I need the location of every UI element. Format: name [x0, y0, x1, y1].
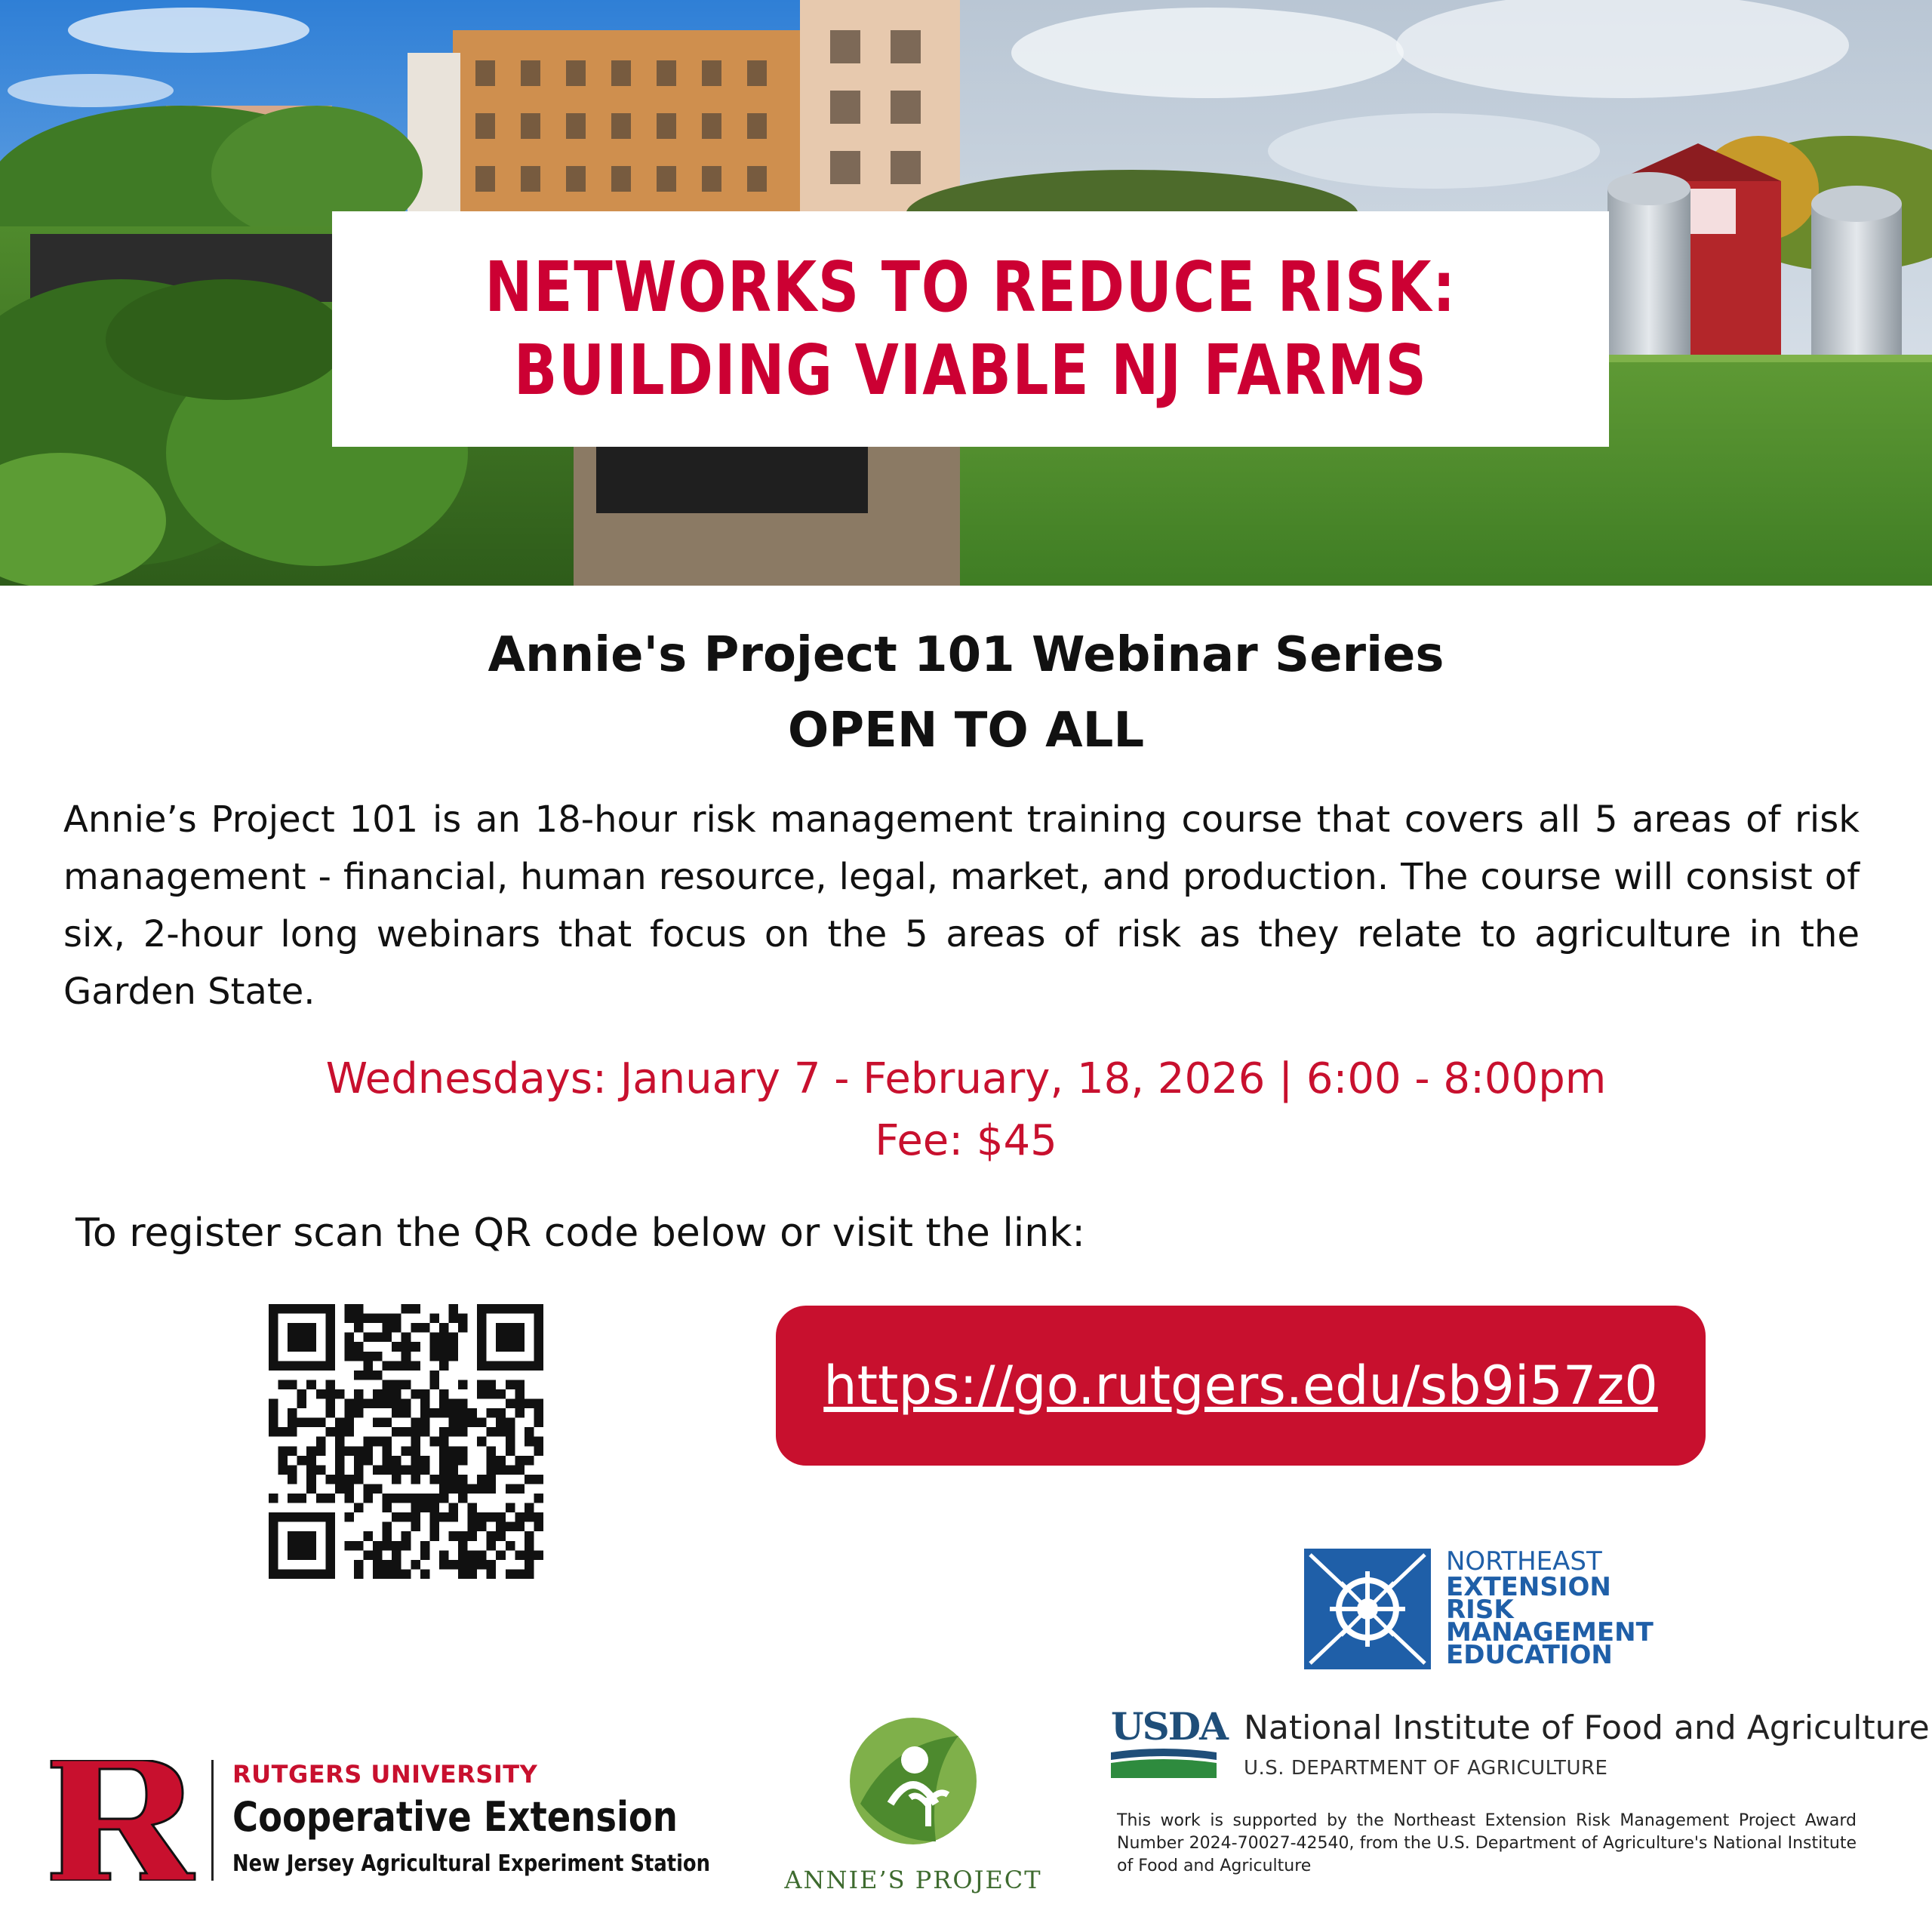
- usda-field-icon: [1111, 1748, 1217, 1778]
- registration-link-button[interactable]: [776, 1306, 1706, 1466]
- register-instructions: To register scan the QR code below or visit the link:: [75, 1211, 1085, 1256]
- hero-banner: [0, 0, 1932, 586]
- banner-title-line-2: BUILDING VIABLE NJ FARMS: [513, 330, 1428, 411]
- rutgers-r-icon: [47, 1760, 198, 1881]
- annies-project-wordmark: ANNIE’S PROJECT: [784, 1866, 1042, 1894]
- annies-sprout-icon: [845, 1713, 981, 1849]
- nerme-line-2: EXTENSION: [1446, 1572, 1611, 1602]
- nerme-line-4: MANAGEMENT: [1446, 1617, 1654, 1647]
- course-description: Annie’s Project 101 is an 18-hour risk management training course that covers all 5 areas of risk management - financial, human resource, legal, market, and production. The course will consist of six, 2-hour long webinars that focus on the 5 areas of risk as they relate to agriculture in the Garden State.: [63, 798, 1860, 1013]
- rutgers-university-label: RUTGERS UNIVERSITY: [232, 1760, 538, 1789]
- nerme-line-5: EDUCATION: [1446, 1640, 1613, 1670]
- usda-department: U.S. DEPARTMENT OF AGRICULTURE: [1244, 1757, 1608, 1780]
- rutgers-divider: [211, 1760, 214, 1881]
- ship-wheel-icon: [1304, 1549, 1431, 1669]
- usda-wordmark: USDA: [1111, 1704, 1227, 1749]
- open-to-all-heading: OPEN TO ALL: [787, 703, 1145, 758]
- nerme-line-1: NORTHEAST: [1446, 1546, 1602, 1577]
- banner-title-line-1: NETWORKS TO REDUCE RISK:: [485, 247, 1457, 328]
- usda-nifa-logo: [1111, 1704, 1930, 1787]
- schedule-dates: Wednesdays: January 7 - February, 18, 2026 | 6:00 - 8:00pm: [325, 1054, 1607, 1103]
- registration-link[interactable]: https://go.rutgers.edu/sb9i57z0: [823, 1355, 1658, 1417]
- funding-acknowledgement: This work is supported by the Northeast Extension Risk Management Project Award Number 2024-70027-42540, from the U.S. Department of Agriculture's National Institute of Food and Agriculture: [1117, 1811, 1857, 1875]
- series-title: Annie's Project 101 Webinar Series: [488, 627, 1444, 683]
- njaes-label: New Jersey Agricultural Experiment Station: [232, 1850, 711, 1877]
- annies-project-logo: [770, 1713, 1057, 1902]
- rutgers-logo: [47, 1757, 726, 1893]
- nerme-logo: [1304, 1546, 1681, 1670]
- nerme-line-3: RISK: [1446, 1595, 1514, 1625]
- cooperative-extension-label: Cooperative Extension: [232, 1793, 678, 1841]
- banner-title-box: [332, 211, 1609, 447]
- qr-code[interactable]: [269, 1304, 543, 1579]
- nifa-name: National Institute of Food and Agriculture: [1244, 1709, 1930, 1747]
- fee-text: Fee: $45: [875, 1116, 1057, 1165]
